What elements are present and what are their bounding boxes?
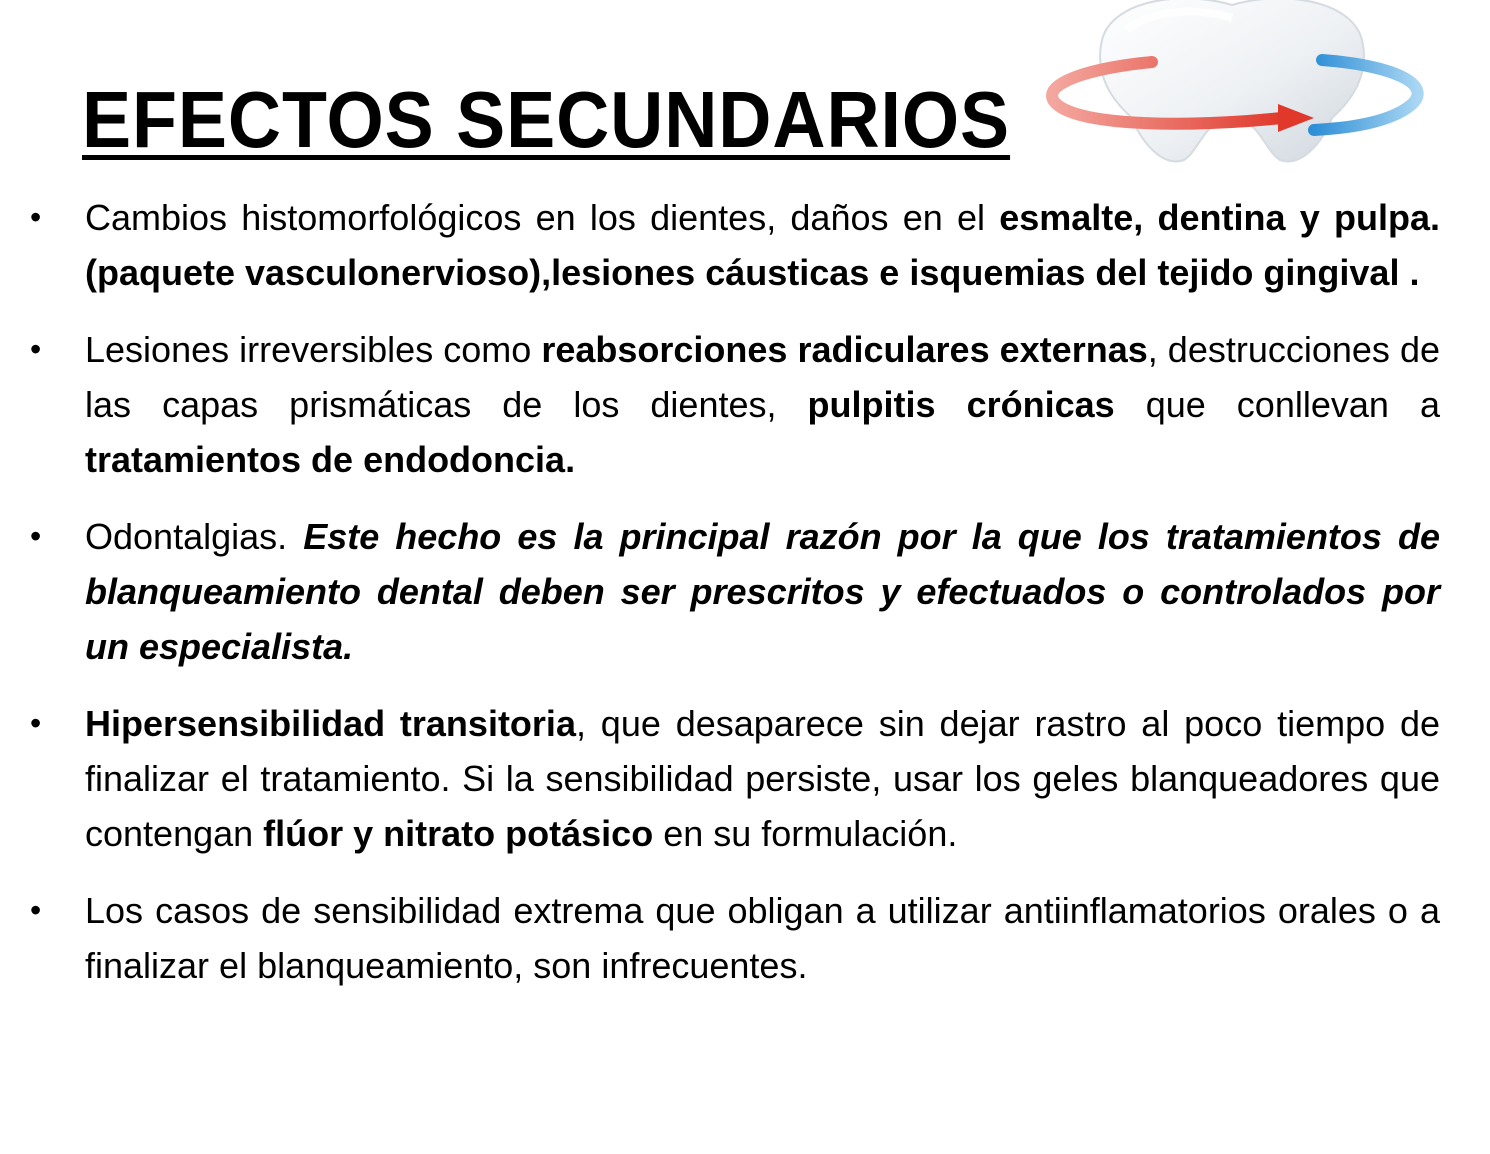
text-segment: , que desaparece sin dejar rastro al poco tiempo de finalizar el tratamiento. Si la sensibilidad persiste, usar los geles blanqueadores que contengan xyxy=(85,703,1441,854)
bullet-text xyxy=(85,322,1440,487)
bullet-text xyxy=(85,883,1440,993)
bullet-marker: • xyxy=(30,705,42,741)
bullet-item xyxy=(30,509,1440,674)
text-segment: flúor y nitrato potásico xyxy=(263,813,654,854)
text-segment: que conllevan a xyxy=(1114,384,1440,425)
text-segment: Odontalgias. xyxy=(85,516,304,557)
text-segment: en su formulación. xyxy=(653,813,958,854)
tooth-with-rotating-arrows-icon xyxy=(1032,0,1432,172)
bullet-item xyxy=(30,883,1440,993)
text-segment: Este hecho es la principal razón por la que los tratamientos de blanqueamiento dental deben ser prescritos y efectuados o controlados por un especialista. xyxy=(85,516,1440,667)
bullet-marker: • xyxy=(30,331,42,367)
text-segment: tratamientos de endodoncia. xyxy=(85,439,576,480)
text-segment: pulpitis crónicas xyxy=(807,384,1115,425)
text-segment: , destrucciones de las capas prismáticas de los dientes, xyxy=(85,329,1441,425)
text-segment: reabsorciones radiculares externas xyxy=(541,329,1148,370)
bullet-item xyxy=(30,190,1440,300)
bullet-text xyxy=(85,696,1440,861)
text-segment: Hipersensibilidad transitoria xyxy=(85,703,576,744)
text-segment: Cambios histomorfológicos en los dientes, daños en el xyxy=(85,197,1000,238)
bullet-text xyxy=(85,190,1440,300)
bullet-list xyxy=(30,190,1440,1015)
slide-title: EFECTOS SECUNDARIOS xyxy=(82,75,1011,164)
bullet-item xyxy=(30,322,1440,487)
bullet-marker: • xyxy=(30,518,42,554)
text-segment: Los casos de sensibilidad extrema que obligan a utilizar antiinflamatorios orales o a finalizar el blanqueamiento, son infrecuentes. xyxy=(85,890,1440,986)
bullet-marker: • xyxy=(30,199,42,235)
text-segment: Lesiones irreversibles como xyxy=(85,329,542,370)
bullet-text xyxy=(85,509,1440,674)
bullet-marker: • xyxy=(30,892,42,928)
text-segment: esmalte, dentina y pulpa.(paquete vasculonervioso),lesiones cáusticas e isquemias del tejido gingival . xyxy=(85,197,1440,293)
bullet-item xyxy=(30,696,1440,861)
